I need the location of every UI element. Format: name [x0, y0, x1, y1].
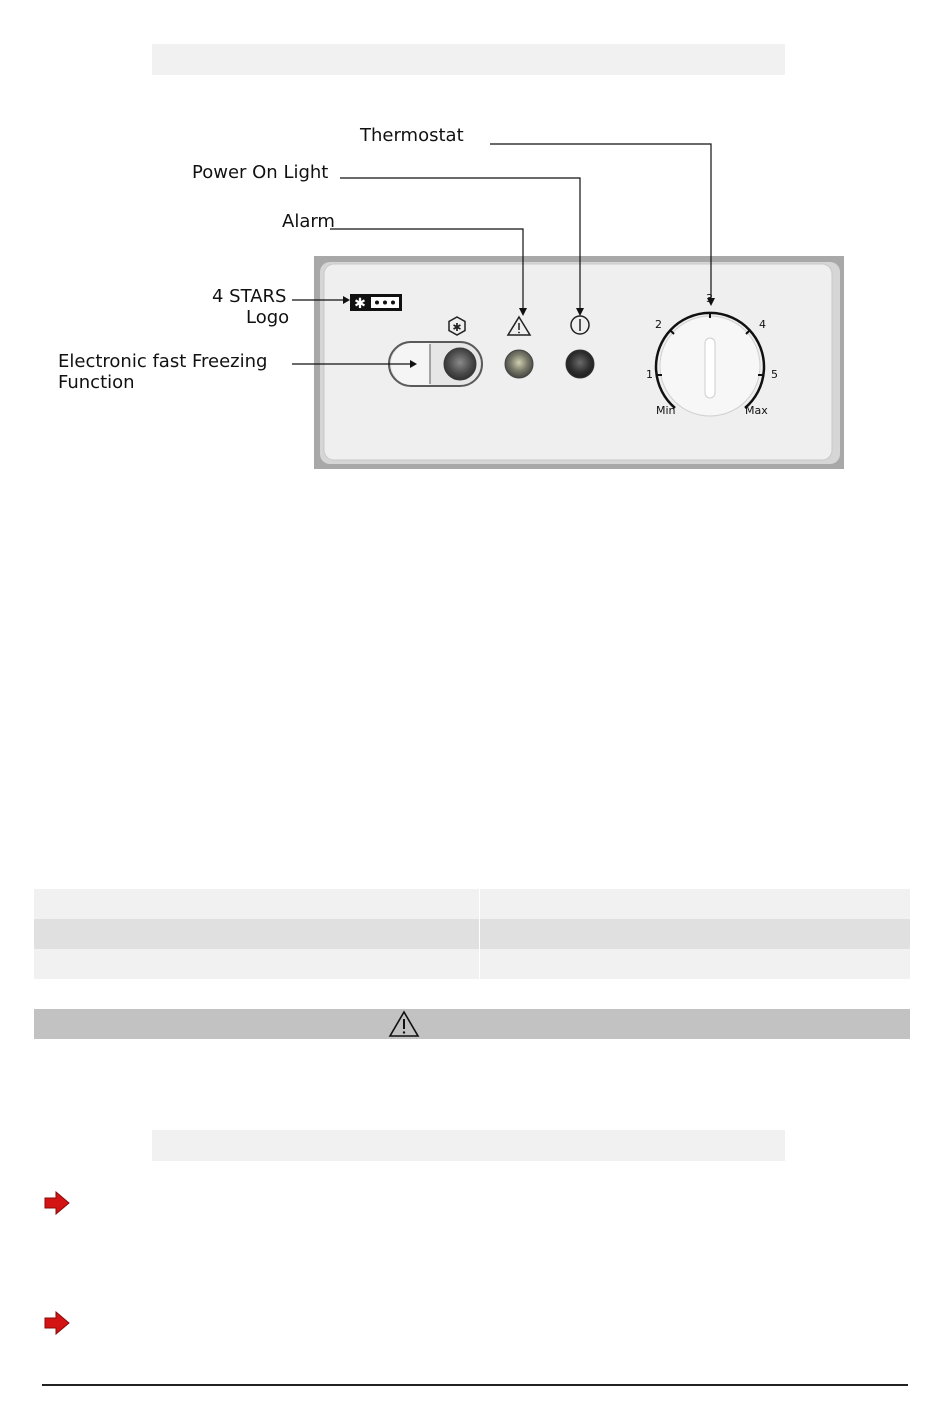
warning-triangle-icon: [388, 1010, 420, 1038]
fast-freeze-label-line2: Function: [58, 372, 135, 393]
svg-text:✱: ✱: [452, 321, 462, 334]
stars-label-line1: 4 STARS: [212, 286, 287, 307]
footer-rule: [42, 1384, 908, 1386]
stars-label-line2: Logo: [246, 307, 290, 328]
table-cell: [34, 889, 480, 919]
four-star-freezer-logo-icon: [350, 294, 402, 312]
dial-mark-3: 3: [706, 292, 713, 305]
table-row: [34, 919, 910, 949]
dial-max-label: Max: [745, 404, 768, 417]
dial-min-label: Min: [656, 404, 676, 417]
section-header-bar: [152, 1130, 785, 1161]
red-arrow-bullet-icon: [44, 1191, 70, 1215]
table-cell: [480, 919, 910, 949]
power-on-light-label: Power On Light: [192, 162, 329, 183]
table-cell: [34, 949, 480, 979]
dial-mark-2: 2: [655, 318, 662, 331]
fast-freeze-label-line1: Electronic fast Freezing: [58, 351, 268, 372]
power-on-led: [566, 350, 594, 378]
thermostat-label: Thermostat: [360, 125, 464, 146]
alarm-label: Alarm: [282, 211, 335, 232]
dial-mark-4: 4: [759, 318, 766, 331]
table-cell: [480, 949, 910, 979]
table-cell: [34, 919, 480, 949]
table-row: [34, 889, 910, 919]
table-row: [34, 949, 910, 979]
warning-banner: [34, 1009, 910, 1039]
svg-text:✱: ✱: [354, 296, 366, 312]
control-panel-diagram: [0, 0, 950, 500]
dial-mark-1: 1: [646, 368, 653, 381]
table-cell: [480, 889, 910, 919]
red-arrow-bullet-icon: [44, 1311, 70, 1335]
alarm-led: [505, 350, 533, 378]
dial-mark-5: 5: [771, 368, 778, 381]
